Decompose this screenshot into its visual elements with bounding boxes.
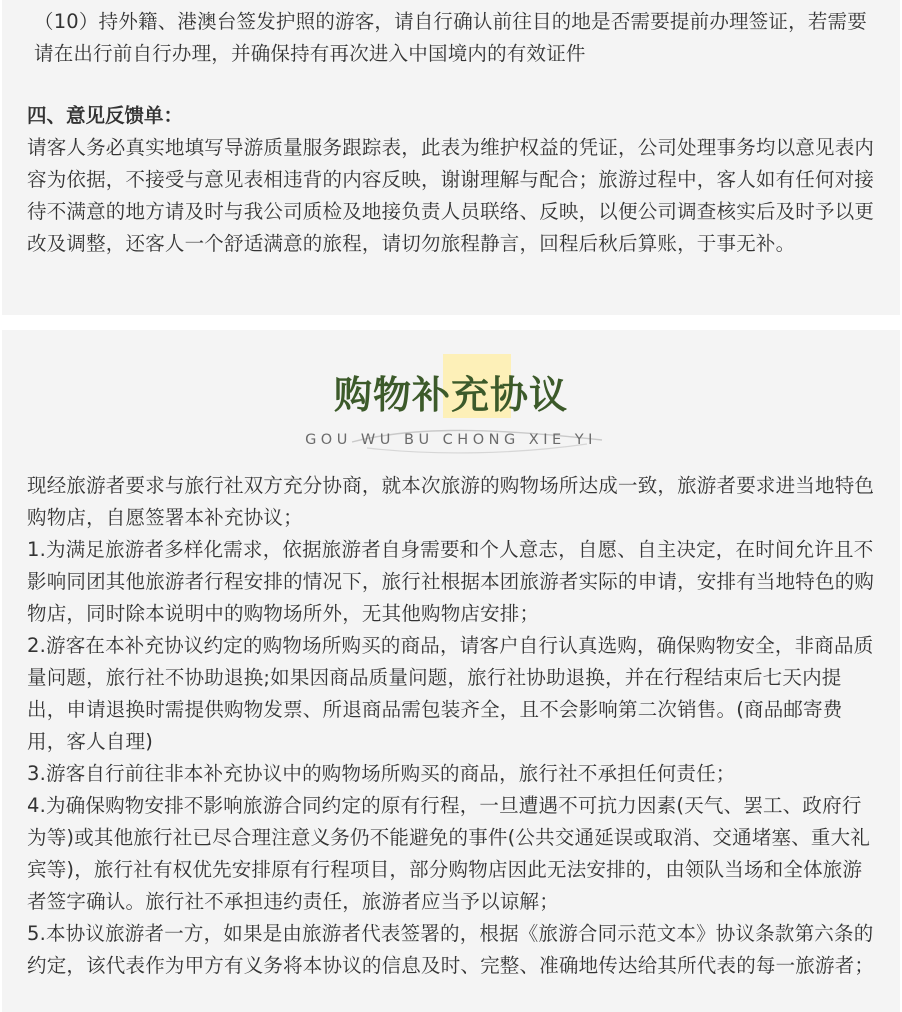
agreement-intro: 现经旅游者要求与旅行社双方充分协商，就本次旅游的购物场所达成一致，旅游者要求进当地特色购物店，自愿签署本补充协议；	[27, 474, 875, 529]
item-10-text: （10）持外籍、港澳台签发护照的游客，请自行确认前往目的地是否需要提前办理签证，若需要请在出行前自行办理，并确保持有再次进入中国境内的有效证件	[34, 10, 867, 65]
agreement-clause-1: 1.为满足旅游者多样化需求，依据旅游者自身需要和个人意志，自愿、自主决定，在时间允许且不影响同团其他旅游者行程安排的情况下，旅行社根据本团旅游者实际的申请，安排有当地特色的购物店，同时除本说明中的购物场所外，无其他购物店安排；	[27, 538, 875, 625]
agreement-clause-5: 5.本协议旅游者一方，如果是由旅游者代表签署的，根据《旅游合同示范文本》协议条款第六条的约定，该代表作为甲方有义务将本协议的信息及时、完整、准确地传达给其所代表的每一旅游者；	[27, 922, 875, 977]
agreement-card	[2, 330, 900, 1012]
agreement-clause-4: 4.为确保购物安排不影响旅游合同约定的原有行程，一旦遭遇不可抗力因素(天气、罢工、政府行为等)或其他旅行社已尽合理注意义务仍不能避免的事件(公共交通延误或取消、交通堵塞、重大礼宾等)，旅行社有权优先安排原有行程项目，部分购物店因此无法安排的，由领队当场和全体旅游者签字确认。旅行社不承担违约责任，旅游者应当予以谅解；	[27, 794, 871, 913]
agreement-subtitle: GOU WU BU CHONG XIE YI	[305, 432, 597, 448]
feedback-body: 请客人务必真实地填写导游质量服务跟踪表，此表为维护权益的凭证，公司处理事务均以意见表内容为依据，不接受与意见表相违背的内容反映，谢谢理解与配合；旅游过程中，客人如有任何对接待不满意的地方请及时与我公司质检及地接负责人员联络、反映，以便公司调查核实后及时予以更改及调整，还客人一个舒适满意的旅程，请切勿旅程静言，回程后秋后算账，于事无补。	[27, 136, 875, 255]
agreement-body	[27, 470, 875, 982]
agreement-title-block	[27, 330, 875, 470]
feedback-heading: 四、意见反馈单：	[27, 104, 184, 127]
notice-card	[2, 0, 900, 315]
agreement-title: 购物补充协议	[333, 373, 568, 417]
agreement-clause-2: 2.游客在本补充协议约定的购物场所购买的商品，请客户自行认真选购，确保购物安全，非商品质量问题，旅行社不协助退换;如果因商品质量问题，旅行社协助退换，并在行程结束后七天内提出，申请退换时需提供购物发票、所退商品需包装齐全，且不会影响第二次销售。(商品邮寄费用，客人自理)	[27, 634, 874, 753]
agreement-clause-3: 3.游客自行前往非本补充协议中的购物场所购买的商品，旅行社不承担任何责任；	[27, 762, 736, 785]
